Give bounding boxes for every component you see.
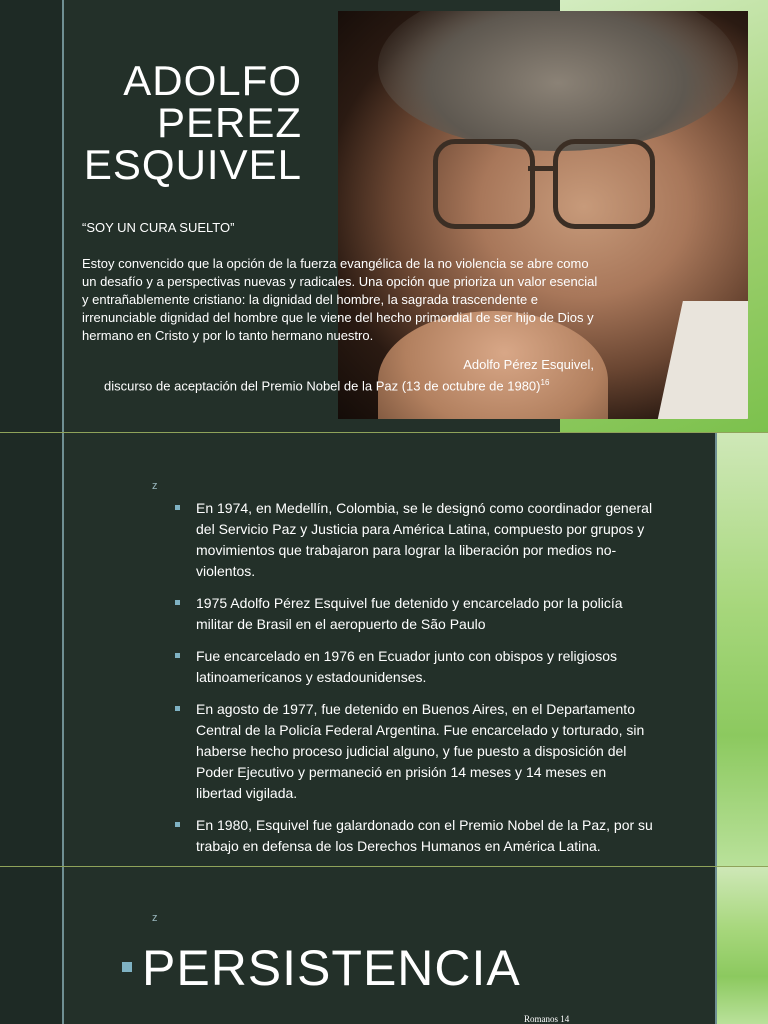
title-line: ESQUIVEL (83, 141, 302, 188)
title-line: ADOLFO (123, 57, 302, 104)
bullet-icon (175, 706, 180, 711)
list-item: En agosto de 1977, fue detenido en Buenos Aires, en el Departamento Central de la Policía Federal Argentina. Fue encarcelado y torturado, sin haberse hecho proceso judicial alguno, y fue puesto a disposición del Poder Ejecutivo y permaneció en prisión 14 meses y 14 meses en libertad vigilada. (175, 699, 655, 804)
bullet-icon (122, 962, 132, 972)
slide-1 (0, 0, 768, 432)
green-decoration (717, 866, 768, 1024)
left-strip (0, 0, 62, 432)
bullet-icon (175, 653, 180, 658)
slide-divider (0, 432, 768, 433)
vertical-rule (62, 0, 64, 432)
list-item: 1975 Adolfo Pérez Esquivel fue detenido y encarcelado por la policía militar de Brasil en el aeropuerto de São Paulo (175, 593, 655, 635)
title-line: PEREZ (156, 99, 302, 146)
section-heading: PERSISTENCIA (142, 940, 521, 996)
quote-body: Estoy convencido que la opción de la fuerza evangélica de la no violencia se abre como un desafío y a perspectivas nuevas y radicales. Una opción que prioriza un valor esencial y entrañablemente cristiano: la dignidad del hombre, la sagrada trascendente e irrenunciable dignidad del hombre que le viene del hecho primordial de ser hijo de Dios y hermano en Cristo y por lo tanto hermano nuestro. (82, 256, 598, 343)
bullet-icon (175, 600, 180, 605)
footnote-ref: 16 (540, 378, 550, 387)
vertical-rule (62, 866, 64, 1024)
bullet-icon (175, 505, 180, 510)
vertical-rule (715, 866, 717, 1024)
scripture-reference: Romanos 14 (524, 1014, 570, 1024)
quote-source (104, 374, 594, 395)
slide-marker: z (152, 912, 158, 924)
quote-title: “SOY UN CURA SUELTO” (82, 220, 235, 235)
slide-3 (0, 866, 768, 1024)
vertical-rule (715, 432, 717, 866)
quote-source-text: discurso de aceptación del Premio Nobel de la Paz (13 de octubre de 1980) (104, 378, 541, 394)
slide-divider (0, 866, 768, 867)
slide-marker: z (152, 480, 158, 492)
bullet-icon (175, 822, 180, 827)
vertical-rule (62, 432, 64, 866)
list-item: En 1974, en Medellín, Colombia, se le designó como coordinador general del Servicio Paz y Justicia para América Latina, compuesto por grupos y movimientos que trabajaron para lograr la liberación por medios no-violentos. (175, 498, 655, 582)
list-item: En 1980, Esquivel fue galardonado con el Premio Nobel de la Paz, por su trabajo en defensa de los Derechos Humanos en América Latina. (175, 815, 655, 857)
list-item: Fue encarcelado en 1976 en Ecuador junto con obispos y religiosos latinoamericanos y estadounidenses. (175, 646, 655, 688)
bullet-list (175, 498, 655, 866)
left-strip (0, 866, 62, 1024)
quote-author: Adolfo Pérez Esquivel, (463, 357, 594, 372)
green-decoration (717, 432, 768, 866)
slide-title (66, 57, 302, 188)
left-strip (0, 432, 62, 866)
slide-2 (0, 432, 768, 866)
